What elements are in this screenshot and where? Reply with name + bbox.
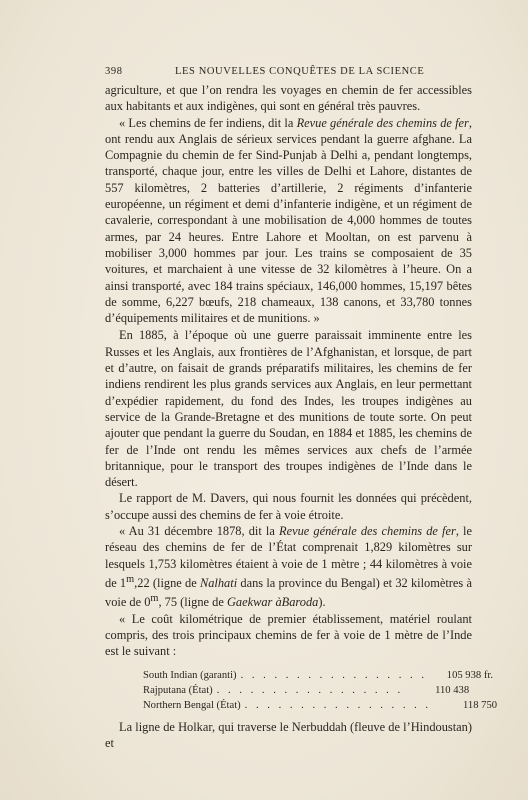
journal-title: Revue générale des chemins de fer <box>296 115 469 130</box>
cost-value: 105 938 fr. <box>446 669 493 681</box>
paragraph-continuation: agriculture, et que l’on rendra les voyages en chemin de fer accessibles aux habitants et aux indigènes, qui sont en général très pauvres. <box>105 83 472 114</box>
leader-dots: . . . . . . . . . . . . . . . . . <box>240 669 427 681</box>
cost-row <box>143 683 470 698</box>
page-number: 398 <box>105 66 123 77</box>
railway-name: Rajputana (État) <box>143 684 213 696</box>
place-name: Gaekwar àBaroda <box>226 595 319 610</box>
paragraph-quote-state-network: « Au 31 décembre 1878, dit la Revue générale des chemins de fer, le réseau des chemins de fer de l’État comprenait 1,829 kilomètres sur lesquels 1,753 kilomètres étaient à voie de 1 mètre ; 44 kilomètres à voie de 1$^m$,22 (ligne de Nalhati dans la province du Bengal) et 32 kilomètres à voie de 0$^m$, 75 (ligne de Gaekwar àBaroda). <box>105 524 472 610</box>
page-body <box>105 82 498 751</box>
leader-dots: . . . . . . . . . . . . . . . . . <box>216 684 404 696</box>
leader-dots: . . . . . . . . . . . . . . . . . <box>244 699 432 711</box>
railway-name: Northern Bengal (État) <box>143 699 241 711</box>
cost-row <box>143 698 498 713</box>
paragraph-davers-report: Le rapport de M. Davers, qui nous fournit les données qui précèdent, s’occupe aussi des chemins de fer à voie étroite. <box>105 491 472 522</box>
cost-value: 118 750 <box>463 699 498 711</box>
journal-title: Revue générale des chemins de fer <box>279 524 456 539</box>
paragraph-cost-intro: « Le coût kilométrique de premier établissement, matériel roulant compris, des trois principaux chemins de fer à voie de 1 mètre de l’Inde est le suivant : <box>105 611 472 659</box>
cost-value: 110 438 <box>435 684 470 696</box>
cost-row <box>143 668 493 683</box>
paragraph-1885: En 1885, à l’époque où une guerre paraissait imminente entre les Russes et les Anglais, aux frontières de l’Afghanistan, et lorsque, de part et d’autre, on faisait de grands préparatifs militaires, les chemins de fer indiens rendirent les plus grands services aux Anglais, en leur permettant d’expédier rapidement, du fond des Indes, les troupes indigènes au service de la Grande-Bretagne et des munitions de toute sorte. On peut ajouter que pendant la guerre du Soudan, en 1884 et 1885, les chemins de fer de l’Inde ont rendu les mêmes services aux chefs de l’armée britannique, pour le transport des troupes indigènes de l’Inde dans le désert. <box>105 328 472 490</box>
paragraph-quote-indian-railways: « Les chemins de fer indiens, dit la Revue générale des chemins de fer, ont rendu aux Anglais de sérieux services pendant la guerre afghane. La Compagnie du chemin de fer Sind-Punjab à Delhi a, pendant longtemps, transporté, chaque jour, entre les villes de Delhi et Lahore, distantes de 557 kilomètres, 2 batteries d’artillerie, 2 régiments d’infanterie européenne, un régiment et demi d’infanterie indigène, et un régiment de cavalerie, correspondant à une mobilisation de 4,000 hommes de toutes armes, par 24 heures. Entre Lahore et Mooltan, on est parvenu à mobiliser 3,000 hommes par jour. Les trains se composaient de 35 voitures, et marchaient à une vitesse de 32 kilomètres à l’heure. On a ainsi transporté, avec 184 trains spéciaux, 146,000 hommes, 15,197 bêtes de somme, 6,227 bœufs, 218 chameaux, 138 canons, et 33,780 tonnes d’équipements militaires et de munitions. » <box>105 115 472 326</box>
page-header <box>105 66 472 80</box>
running-title: LES NOUVELLES CONQUÊTES DE LA SCIENCE <box>175 66 425 77</box>
cost-table <box>143 668 498 713</box>
railway-name: South Indian (garanti) <box>143 669 237 681</box>
paragraph-holkar: La ligne de Holkar, qui traverse le Nerbuddah (fleuve de l’Hindoustan) et <box>105 719 472 750</box>
place-name: Nalhati <box>199 576 238 591</box>
